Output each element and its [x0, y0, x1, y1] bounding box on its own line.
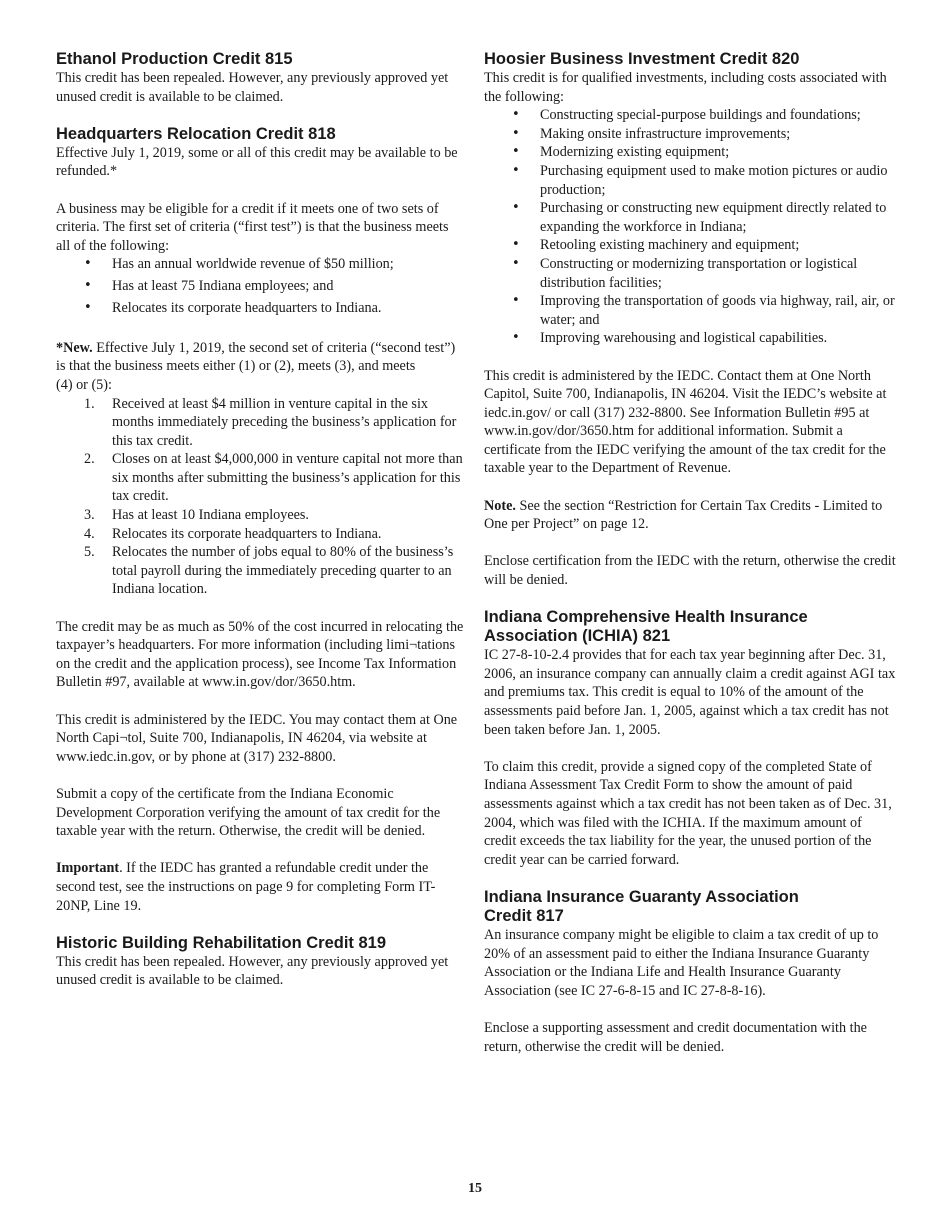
first-test-list	[56, 255, 466, 317]
right-column	[484, 50, 896, 1056]
hoosier-intro: This credit is for qualified investments, including costs associated with the following:	[484, 70, 887, 105]
hoosier-paragraph-2: Enclose certification from the IEDC with the return, otherwise the credit will be denied.	[484, 553, 896, 589]
hq-paragraph-4: This credit is administered by the IEDC. You may contact them at One North Capi¬tol, Suite 700, Indianapolis, IN 46204, via website at www.iedc.in.gov, or by phone at (317) 232-8800.	[56, 711, 458, 765]
second-test-list	[56, 395, 466, 600]
item-text: Relocates the number of jobs equal to 80% of the business’s total payroll during the immediately preceding quarter to an Indiana location.	[112, 544, 454, 598]
ethanol-heading: Ethanol Production Credit 815	[56, 50, 293, 68]
list-item	[56, 395, 466, 451]
list-item: • Has an annual worldwide revenue of $50 million;	[56, 255, 466, 274]
list-item: • Relocates its corporate headquarters to Indiana.	[56, 299, 466, 318]
guaranty-heading-line-2: Credit 817	[484, 906, 564, 925]
list-item: • Has at least 75 Indiana employees; and	[56, 277, 466, 296]
ethanol-text: This credit has been repealed. However, any previously approved yet unused credit is available to be claimed.	[56, 70, 449, 105]
note-label: Note.	[484, 497, 516, 514]
item-number: 5.	[84, 544, 95, 561]
list-item: • Modernizing existing equipment;	[484, 143, 896, 162]
item-text: Has at least 10 Indiana employees.	[112, 507, 309, 524]
list-item	[56, 450, 466, 506]
list-item: • Constructing or modernizing transportation or logistical distribution facilities;	[484, 255, 896, 292]
ichia-heading-line-2: Association (ICHIA) 821	[484, 627, 671, 646]
hoosier-paragraph-1: This credit is administered by the IEDC. Contact them at One North Capitol, Suite 700, Indianapolis, IN 46204. Visit the IEDC’s website at iedc.in.gov/ or call (317) 232-8800. See Information Bulletin #95 at www.in.gov/dor/3650.htm for additional information. Submit a certificate from the IEDC verifying the amount of the tax credit for the taxable year to the Department of Revenue.	[484, 367, 887, 477]
new-text: Effective July 1, 2019, the second set of criteria (“second test”) is that the business meets either (1) or (2), meets (3), and meets	[56, 339, 456, 375]
item-number: 4.	[84, 525, 95, 542]
item-number: 3.	[84, 507, 95, 524]
item-text: Relocates its corporate headquarters to Indiana.	[112, 525, 382, 542]
ichia-paragraph-1: IC 27-8-10-2.4 provides that for each tax year beginning after Dec. 31, 2006, an insurance company can annually claim a credit against AGI tax and premiums tax. This credit is equal to 10% of the amount of the assessments paid before Jan. 1, 2005, against which a tax credit has not been taken before Jan. 1, 2005.	[484, 647, 896, 738]
note-paragraph	[484, 497, 896, 534]
page-number: 15	[468, 1181, 482, 1196]
new-criteria-paragraph	[56, 339, 466, 376]
item-number: 2.	[84, 451, 95, 468]
list-item: • Purchasing equipment used to make motion pictures or audio production;	[484, 162, 896, 199]
list-item: • Improving warehousing and logistical capabilities.	[484, 329, 896, 348]
new-label: *New.	[56, 339, 93, 356]
guaranty-paragraph-1: An insurance company might be eligible to claim a tax credit of up to 20% of an assessment paid to either the Indiana Insurance Guaranty Association or the Indiana Life and Health Insurance Guaranty Association (see IC 27-6-8-15 and IC 27-8-8-16).	[484, 926, 879, 999]
hq-paragraph-1: Effective July 1, 2019, some or all of this credit may be available to be refunded.*	[56, 144, 458, 180]
important-paragraph	[56, 859, 466, 915]
hq-heading: Headquarters Relocation Credit 818	[56, 124, 336, 143]
list-item: • Purchasing or constructing new equipment directly related to expanding the workforce in Indiana;	[484, 199, 896, 236]
list-item	[56, 525, 466, 544]
hq-paragraph-3: The credit may be as much as 50% of the cost incurred in relocating the taxpayer’s headquarters. For more information (including limi¬tations on the credit and the application process), see Income Tax Information Bulletin #97, available at www.in.gov/dor/3650.htm.	[56, 618, 464, 691]
list-item: • Improving the transportation of goods via highway, rail, air, or water; and	[484, 292, 896, 329]
historic-heading: Historic Building Rehabilitation Credit 819	[56, 933, 387, 952]
note-text: See the section “Restriction for Certain Tax Credits - Limited to One per Project” on page 12.	[484, 497, 883, 533]
hq-paragraph-2: A business may be eligible for a credit if it meets one of two sets of criteria. The first set of criteria (“first test”) is that the business meets all of the following:	[56, 200, 449, 254]
historic-text: This credit has been repealed. However, any previously approved yet unused credit is available to be claimed.	[56, 953, 449, 989]
hoosier-list	[484, 106, 896, 348]
hoosier-heading: Hoosier Business Investment Credit 820	[484, 50, 800, 68]
ichia-heading-line-1: Indiana Comprehensive Health Insurance	[484, 608, 808, 627]
list-item	[56, 543, 466, 599]
guaranty-paragraph-2: Enclose a supporting assessment and credit documentation with the return, otherwise the credit will be denied.	[484, 1019, 867, 1055]
item-text: Closes on at least $4,000,000 in venture capital not more than six months after submitting the business’s application for this tax credit.	[112, 451, 463, 505]
guaranty-heading-line-1: Indiana Insurance Guaranty Association	[484, 887, 799, 906]
item-text: Received at least $4 million in venture capital in the six months immediately preceding the business’s application for this tax credit.	[112, 395, 457, 449]
ichia-paragraph-2: To claim this credit, provide a signed copy of the completed State of Indiana Assessment Tax Credit Form to show the amount of paid assessments against which a tax credit has not been taken as of Dec. 31, 2004, which was filed with the ICHIA. If the maximum amount of credit exceeds the tax liability for the year, the unused portion of the credit year can be carried forward.	[484, 758, 892, 868]
important-text: . If the IEDC has granted a refundable credit under the second test, see the instructions on page 9 for completing Form IT-20NP, Line 19.	[56, 860, 436, 914]
list-item	[56, 506, 466, 525]
list-item: • Making onsite infrastructure improvements;	[484, 125, 896, 144]
hq-paragraph-5: Submit a copy of the certificate from the Indiana Economic Development Corporation verifying the amount of tax credit for the taxable year with the return. Otherwise, the credit will be denied.	[56, 785, 441, 840]
new-criteria-line-2: (4) or (5):	[56, 376, 112, 393]
list-item: • Retooling existing machinery and equipment;	[484, 236, 896, 255]
important-label: Important	[56, 860, 120, 877]
item-number: 1.	[84, 395, 95, 412]
left-column	[56, 50, 466, 990]
list-item: • Constructing special-purpose buildings and foundations;	[484, 106, 896, 125]
